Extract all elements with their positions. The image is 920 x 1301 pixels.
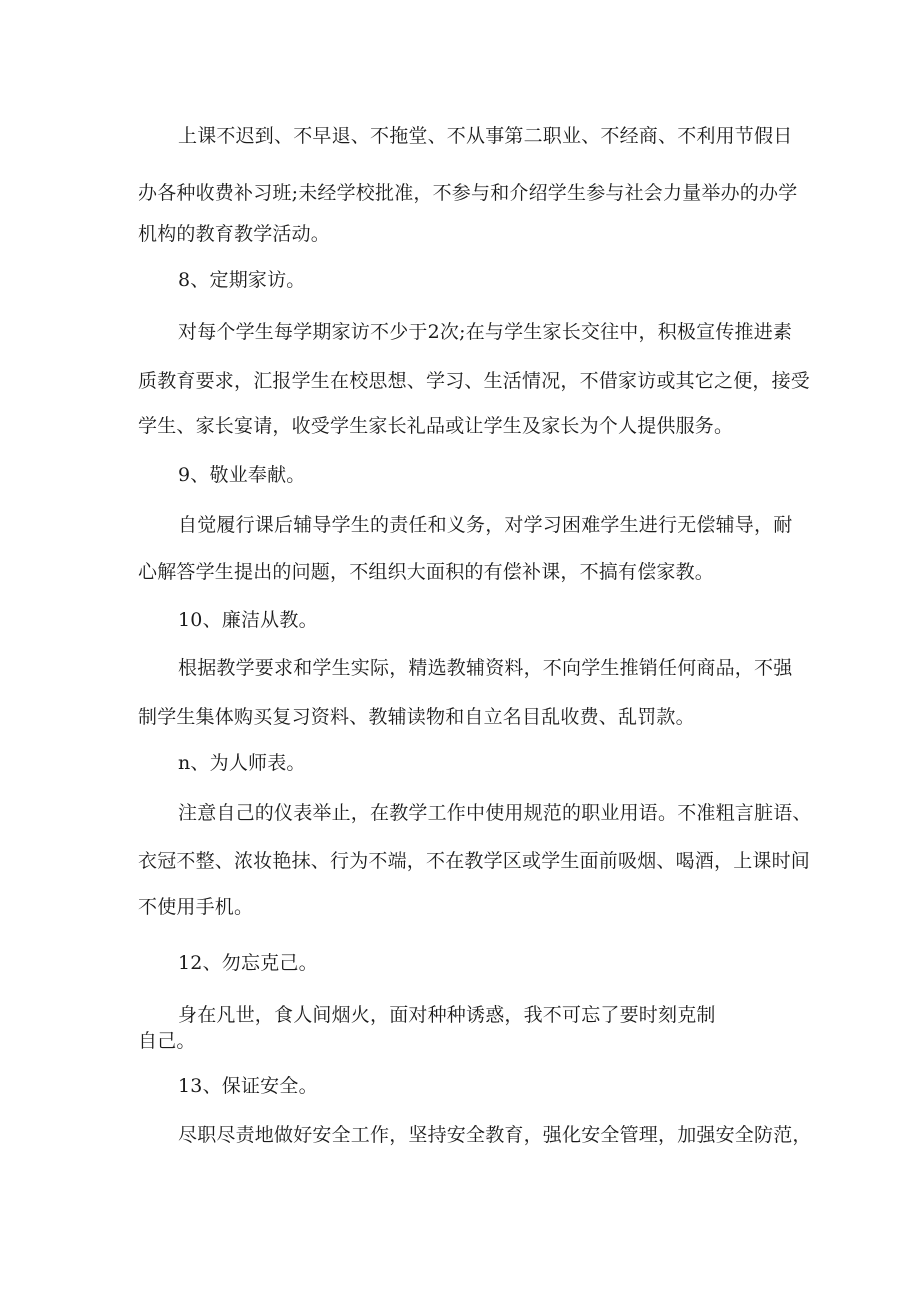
body-line: 不使用手机。 [138, 896, 254, 918]
body-line: 注意自己的仪表举止，在教学工作中使用规范的职业用语。不准粗言脏语、 [178, 802, 812, 824]
section-heading: 13、保证安全。 [178, 1075, 318, 1097]
body-line: 办各种收费补习班;未经学校批准，不参与和介绍学生参与社会力量举办的办学 [138, 182, 798, 204]
body-line: 根据教学要求和学生实际，精选教辅资料，不向学生推销任何商品，不强 [178, 657, 793, 679]
body-line: 质教育要求，汇报学生在校思想、学习、生活情况，不借家访或其它之便，接受 [138, 370, 811, 392]
body-line: 学生、家长宴请，收受学生家长礼品或让学生及家长为个人提供服务。 [138, 415, 734, 437]
section-heading: 12、勿忘克己。 [178, 952, 318, 974]
body-line: 对每个学生每学期家访不少于2次;在与学生家长交往中，积极宣传推进素 [178, 321, 793, 343]
body-line: 身在凡世，食人间烟火，面对种种诱惑，我不可忘了要时刻克制 [178, 1004, 716, 1026]
body-line: 衣冠不整、浓妆艳抹、行为不端，不在教学区或学生面前吸烟、喝酒，上课时间 [138, 850, 811, 872]
body-line: 心解答学生提出的问题，不组织大面积的有偿补课，不搞有偿家教。 [138, 561, 715, 583]
section-heading: 9、敬业奉献。 [178, 464, 306, 486]
body-line: 上课不迟到、不早退、不拖堂、不从事第二职业、不经商、不利用节假日 [178, 125, 793, 147]
body-line: 制学生集体购买复习资料、教辅读物和自立名目乱收费、乱罚款。 [138, 706, 695, 728]
body-line: 尽职尽责地做好安全工作，坚持安全教育，强化安全管理，加强安全防范， [178, 1124, 812, 1146]
body-line: 自觉履行课后辅导学生的责任和义务，对学习困难学生进行无偿辅导，耐 [178, 514, 793, 536]
section-heading: n、为人师表。 [178, 752, 306, 774]
body-line: 机构的教育教学活动。 [138, 223, 331, 245]
section-heading: 10、廉洁从教。 [178, 609, 318, 631]
body-line: 自己。 [138, 1030, 196, 1052]
section-heading: 8、定期家访。 [178, 269, 306, 291]
